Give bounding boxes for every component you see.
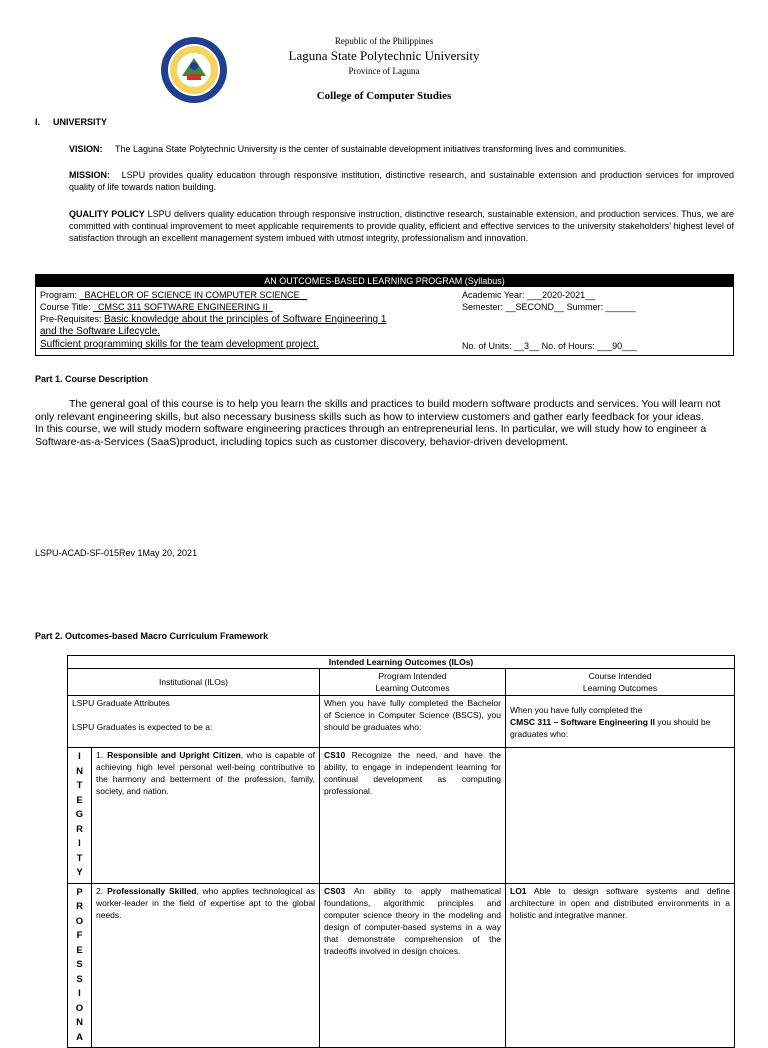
program-ilo-cs03: CS03 An ability to apply mathematical foundations, algorithmic principles and computer science theory in the modeling and design of computer-based systems in a way that demonstrate comprehension of the tradeoffs involved in design choices.: [320, 883, 506, 1048]
syllabus-info-box: [35, 274, 734, 356]
graduate-attributes-intro: LSPU Graduates is expected to be a:: [72, 722, 213, 732]
units-label: No. of Units:: [462, 341, 512, 351]
vision-text: The Laguna State Polytechnic University is the center of sustainable development initiatives transforming lives and communities.: [115, 144, 627, 154]
program-intro-cell: When you have fully completed the Bachelor of Science in Computer Science (BSCS), you should be graduates who:: [320, 696, 506, 748]
ilo-top-header: Intended Learning Outcomes (ILOs): [68, 656, 735, 669]
course-ilo-lo1: LO1 Able to design software systems and define architecture in open and distributed environments in a holistic and integrative manner.: [506, 883, 735, 1048]
course-intro-text1: When you have fully completed the: [510, 704, 643, 715]
units-hours-row: [462, 341, 637, 351]
table-row: [68, 883, 735, 1048]
course-header-line1: Course Intended: [588, 671, 652, 681]
summer-value: ______: [605, 302, 636, 312]
syllabus-title: AN OUTCOMES-BASED LEARNING PROGRAM (Syllabus): [36, 275, 733, 287]
hours-label: No. of Hours:: [541, 341, 595, 351]
prereq-line1: Basic knowledge about the principles of Software Engineering 1: [104, 314, 387, 325]
program-label: Program:: [40, 290, 78, 300]
quality-label: QUALITY POLICY: [69, 209, 145, 219]
prereq-line3: Sufficient programming skills for the team development project.: [40, 339, 319, 350]
republic-line: Republic of the Philippines: [334, 36, 434, 46]
semester-row: [462, 302, 636, 312]
program-header-line2: Learning Outcomes: [375, 683, 450, 693]
course-header: [506, 669, 735, 696]
course-description-p1: The general goal of this course is to help you learn the skills and practices to build modern software products and services. You will learn not only relevant engineering skills, but also necessary business skills such as how to interview customers and gather early feedback for your ideas.: [35, 398, 721, 423]
integrity-vertical-label: I N T E G R I T Y: [68, 748, 92, 884]
prereq-label: Pre-Requisites:: [40, 314, 102, 324]
vision-block: [69, 143, 734, 155]
course-intro-bold: CMSC 311 – Software Engineering II: [510, 716, 656, 727]
quality-text: LSPU delivers quality education through responsive instruction, distinctive research, sustainable extension, and production services. Thus, we are committed with continual improvement to meet applicable requirements to provide quality, efficient and effective services to the university stakeholders' highest level of satisfaction through an excellent management system imbued with utmost integrity, professionalism and innovation.: [69, 209, 734, 243]
graduate-attributes-cell: [68, 696, 320, 748]
course-header-line2: Learning Outcomes: [582, 683, 658, 693]
hours-value: ___90___: [597, 341, 638, 351]
mission-label: MISSION:: [69, 170, 111, 180]
institutional-ilo-1: 1. Responsible and Upright Citizen, who is capable of achieving high level personal well-being contributive to the harmony and betterment of the profession, family, society, and nation.: [92, 748, 320, 884]
institutional-ilo-2: 2. Professionally Skilled, who applies technological as worker-leader in the field of expertise apt to the global needs.: [92, 883, 320, 1048]
mission-text: LSPU provides quality education through responsive institution, distinctive research, and sustainable extension and production services for improved quality of life towards nation building.: [69, 170, 734, 192]
course-row: [40, 302, 273, 312]
course-ilo-empty: [506, 748, 735, 884]
vision-label: VISION:: [69, 144, 103, 154]
section-label: I.: [35, 117, 41, 127]
province-line: Province of Laguna: [348, 66, 420, 76]
semester-value: __SECOND__: [505, 302, 565, 312]
graduate-attributes-title: LSPU Graduate Attributes: [72, 698, 170, 708]
academic-year-value: ___2020-2021__: [527, 290, 596, 300]
program-value: _BACHELOR OF SCIENCE IN COMPUTER SCIENCE _: [79, 290, 308, 300]
program-row: [40, 290, 307, 300]
course-intro-cell: [506, 696, 735, 748]
units-value: __3__: [514, 341, 540, 351]
quality-policy-block: [69, 208, 734, 244]
course-label: Course Title:: [40, 302, 91, 312]
part2-title: Part 2. Outcomes-based Macro Curriculum Framework: [35, 631, 269, 641]
part1-title: Part 1. Course Description: [35, 374, 149, 384]
course-intro-text2: you should be graduates who:: [510, 716, 711, 739]
course-value: _CMSC 311 SOFTWARE ENGINEERING II_: [93, 302, 273, 312]
course-description: [35, 398, 735, 448]
ilo-table: [67, 655, 735, 1048]
program-header-line1: Program Intended: [378, 671, 447, 681]
prereq-line2: and the Software Lifecycle.: [40, 326, 161, 337]
professional-vertical-label: P R O F E S S I O N A: [68, 883, 92, 1048]
prereq-row: [40, 314, 386, 325]
program-header: [320, 669, 506, 696]
table-row: [68, 748, 735, 884]
program-ilo-cs10: CS10 Recognize the need, and have the ability, to engage in independent learning for continual development as computing professional.: [320, 748, 506, 884]
college-name: College of Computer Studies: [316, 90, 452, 102]
section-title: UNIVERSITY: [53, 117, 108, 127]
semester-label: Semester:: [462, 302, 504, 312]
academic-year-label: Academic Year:: [462, 290, 525, 300]
institutional-header: Institutional (ILOs): [68, 669, 320, 696]
academic-year-row: [462, 290, 595, 300]
university-name: Laguna State Polytechnic University: [288, 48, 480, 63]
course-description-p2: In this course, we will study modern software engineering practices through an entrepreneurial lens. In particular, we will study how to engineer a Software-as-a-Services (SaaS)product, including topics such as customer discovery, behavior-driven development.: [35, 423, 707, 448]
mission-block: [69, 169, 734, 193]
document-code: LSPU-ACAD-SF-015Rev 1May 20, 2021: [35, 548, 198, 558]
summer-label: Summer:: [566, 302, 604, 312]
